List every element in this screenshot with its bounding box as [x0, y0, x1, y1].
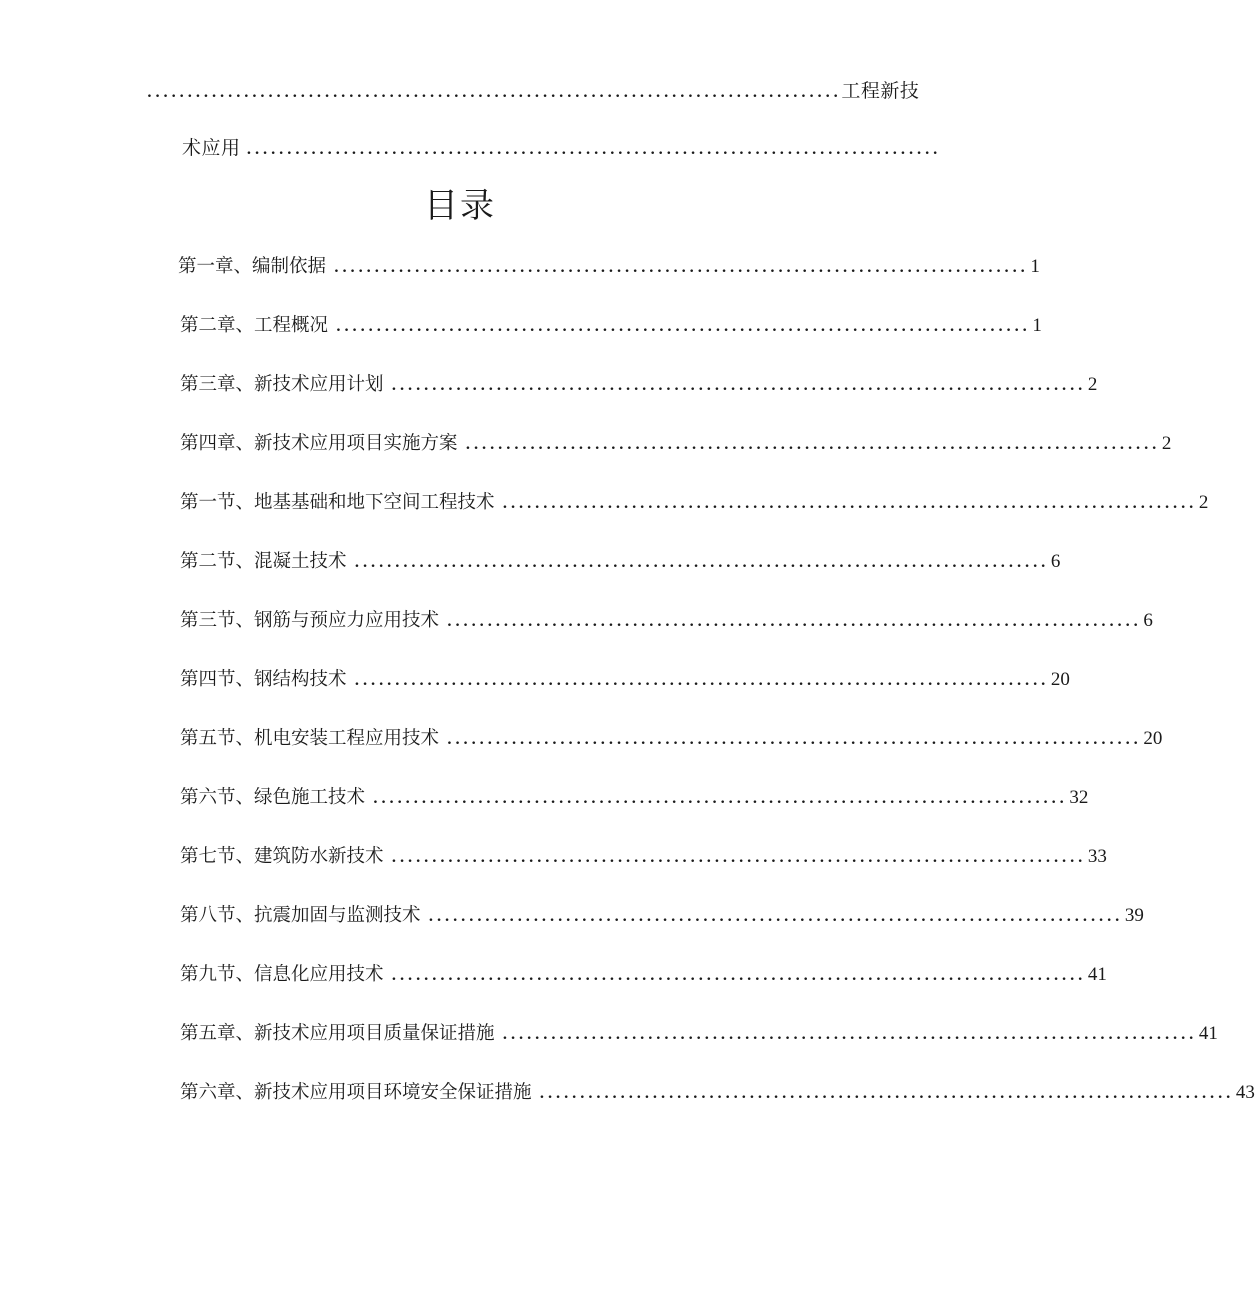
toc-entry[interactable]: [180, 665, 1070, 691]
toc-entry-leader: ......................................................................................: [391, 850, 1086, 866]
toc-entry-label: 第三章、新技术应用计划: [180, 374, 384, 395]
toc-entry-label: 第九节、信息化应用技术: [180, 964, 384, 985]
toc-entry[interactable]: [180, 842, 1107, 868]
toc-entry-leader: ......................................................................................: [354, 555, 1049, 571]
toc-entry-page-number: 2: [1161, 433, 1172, 454]
toc-entry[interactable]: [180, 783, 1089, 809]
toc-entry-page-number: 41: [1087, 964, 1107, 985]
toc-entry-page-number: 1: [1032, 315, 1042, 336]
toc-entry-leader: ......................................................................................: [502, 1027, 1197, 1043]
toc-entry[interactable]: [180, 488, 1209, 514]
toc-entry-leader: ......................................................................................: [428, 909, 1123, 925]
toc-entry-page-number: 20: [1143, 728, 1163, 749]
toc-entry-label: 第二节、混凝土技术: [180, 551, 347, 572]
toc-entry-page-number: 41: [1198, 1023, 1218, 1044]
toc-entry-leader: ......................................................................................: [373, 791, 1068, 807]
toc-entry-page-number: 39: [1124, 905, 1144, 926]
header-line-1: [147, 76, 920, 103]
toc-entry-page-number: 2: [1087, 374, 1098, 395]
toc-entry-leader: ......................................................................................: [539, 1086, 1234, 1102]
toc-entry-page-number: 32: [1069, 787, 1089, 808]
toc-entry-label: 第七节、建筑防水新技术: [180, 846, 384, 867]
toc-entry-label: 第五章、新技术应用项目质量保证措施: [180, 1023, 495, 1044]
header-line-2-text: 术应用: [182, 137, 241, 159]
toc-entry-page-number: 1: [1030, 256, 1040, 277]
toc-entry-leader: ......................................................................................: [391, 968, 1086, 984]
toc-entry-page-number: 20: [1050, 669, 1070, 690]
toc-entry-label: 第一节、地基基础和地下空间工程技术: [180, 492, 495, 513]
toc-entry-label: 第八节、抗震加固与监测技术: [180, 905, 421, 926]
toc-entry-leader: ......................................................................................: [354, 673, 1049, 689]
toc-entry[interactable]: [180, 1019, 1218, 1045]
toc-entry[interactable]: [180, 960, 1107, 986]
toc-entry-label: 第四章、新技术应用项目实施方案: [180, 433, 458, 454]
toc-entry-leader: ......................................................................................: [465, 437, 1160, 453]
toc-entry-leader: ......................................................................................: [447, 614, 1142, 630]
toc-title: 目录: [424, 186, 496, 226]
toc-entry[interactable]: [180, 606, 1153, 632]
header-leader-dots: ......................................................................................: [246, 142, 941, 158]
toc-entry[interactable]: [180, 429, 1172, 455]
toc-entry-page-number: 2: [1198, 492, 1209, 513]
toc-entry-leader: ......................................................................................: [334, 260, 1029, 276]
toc-entry[interactable]: [180, 547, 1061, 573]
toc-entry-leader: ......................................................................................: [391, 378, 1086, 394]
toc-entry-label: 第六章、新技术应用项目环境安全保证措施: [180, 1082, 532, 1103]
toc-entry-page-number: 33: [1087, 846, 1107, 867]
toc-entry-page-number: 6: [1143, 610, 1153, 631]
toc-entry-leader: ......................................................................................: [502, 496, 1197, 512]
toc-entry[interactable]: [180, 724, 1163, 750]
toc-entry-label: 第一章、编制依据: [178, 256, 327, 277]
toc-entry-leader: ......................................................................................: [336, 319, 1031, 335]
toc-entry-page-number: 6: [1050, 551, 1061, 572]
toc-entry-label: 第二章、工程概况: [180, 315, 329, 336]
toc-entry-page-number: 43: [1235, 1082, 1255, 1103]
header-leader-dots: ......................................................................................: [147, 85, 842, 101]
toc-entry-label: 第六节、绿色施工技术: [180, 787, 366, 808]
toc-entry[interactable]: [180, 1078, 1255, 1104]
toc-entry-leader: ......................................................................................: [447, 732, 1142, 748]
toc-entry[interactable]: [180, 901, 1144, 927]
header-line-1-text: 工程新技: [841, 80, 920, 102]
toc-entry[interactable]: [180, 311, 1042, 337]
toc-entry-label: 第三节、钢筋与预应力应用技术: [180, 610, 440, 631]
toc-entry[interactable]: [180, 370, 1098, 396]
toc-entry[interactable]: [178, 252, 1040, 278]
toc-entry-label: 第五节、机电安装工程应用技术: [180, 728, 440, 749]
header-line-2: [182, 133, 941, 160]
toc-entry-label: 第四节、钢结构技术: [180, 669, 347, 690]
